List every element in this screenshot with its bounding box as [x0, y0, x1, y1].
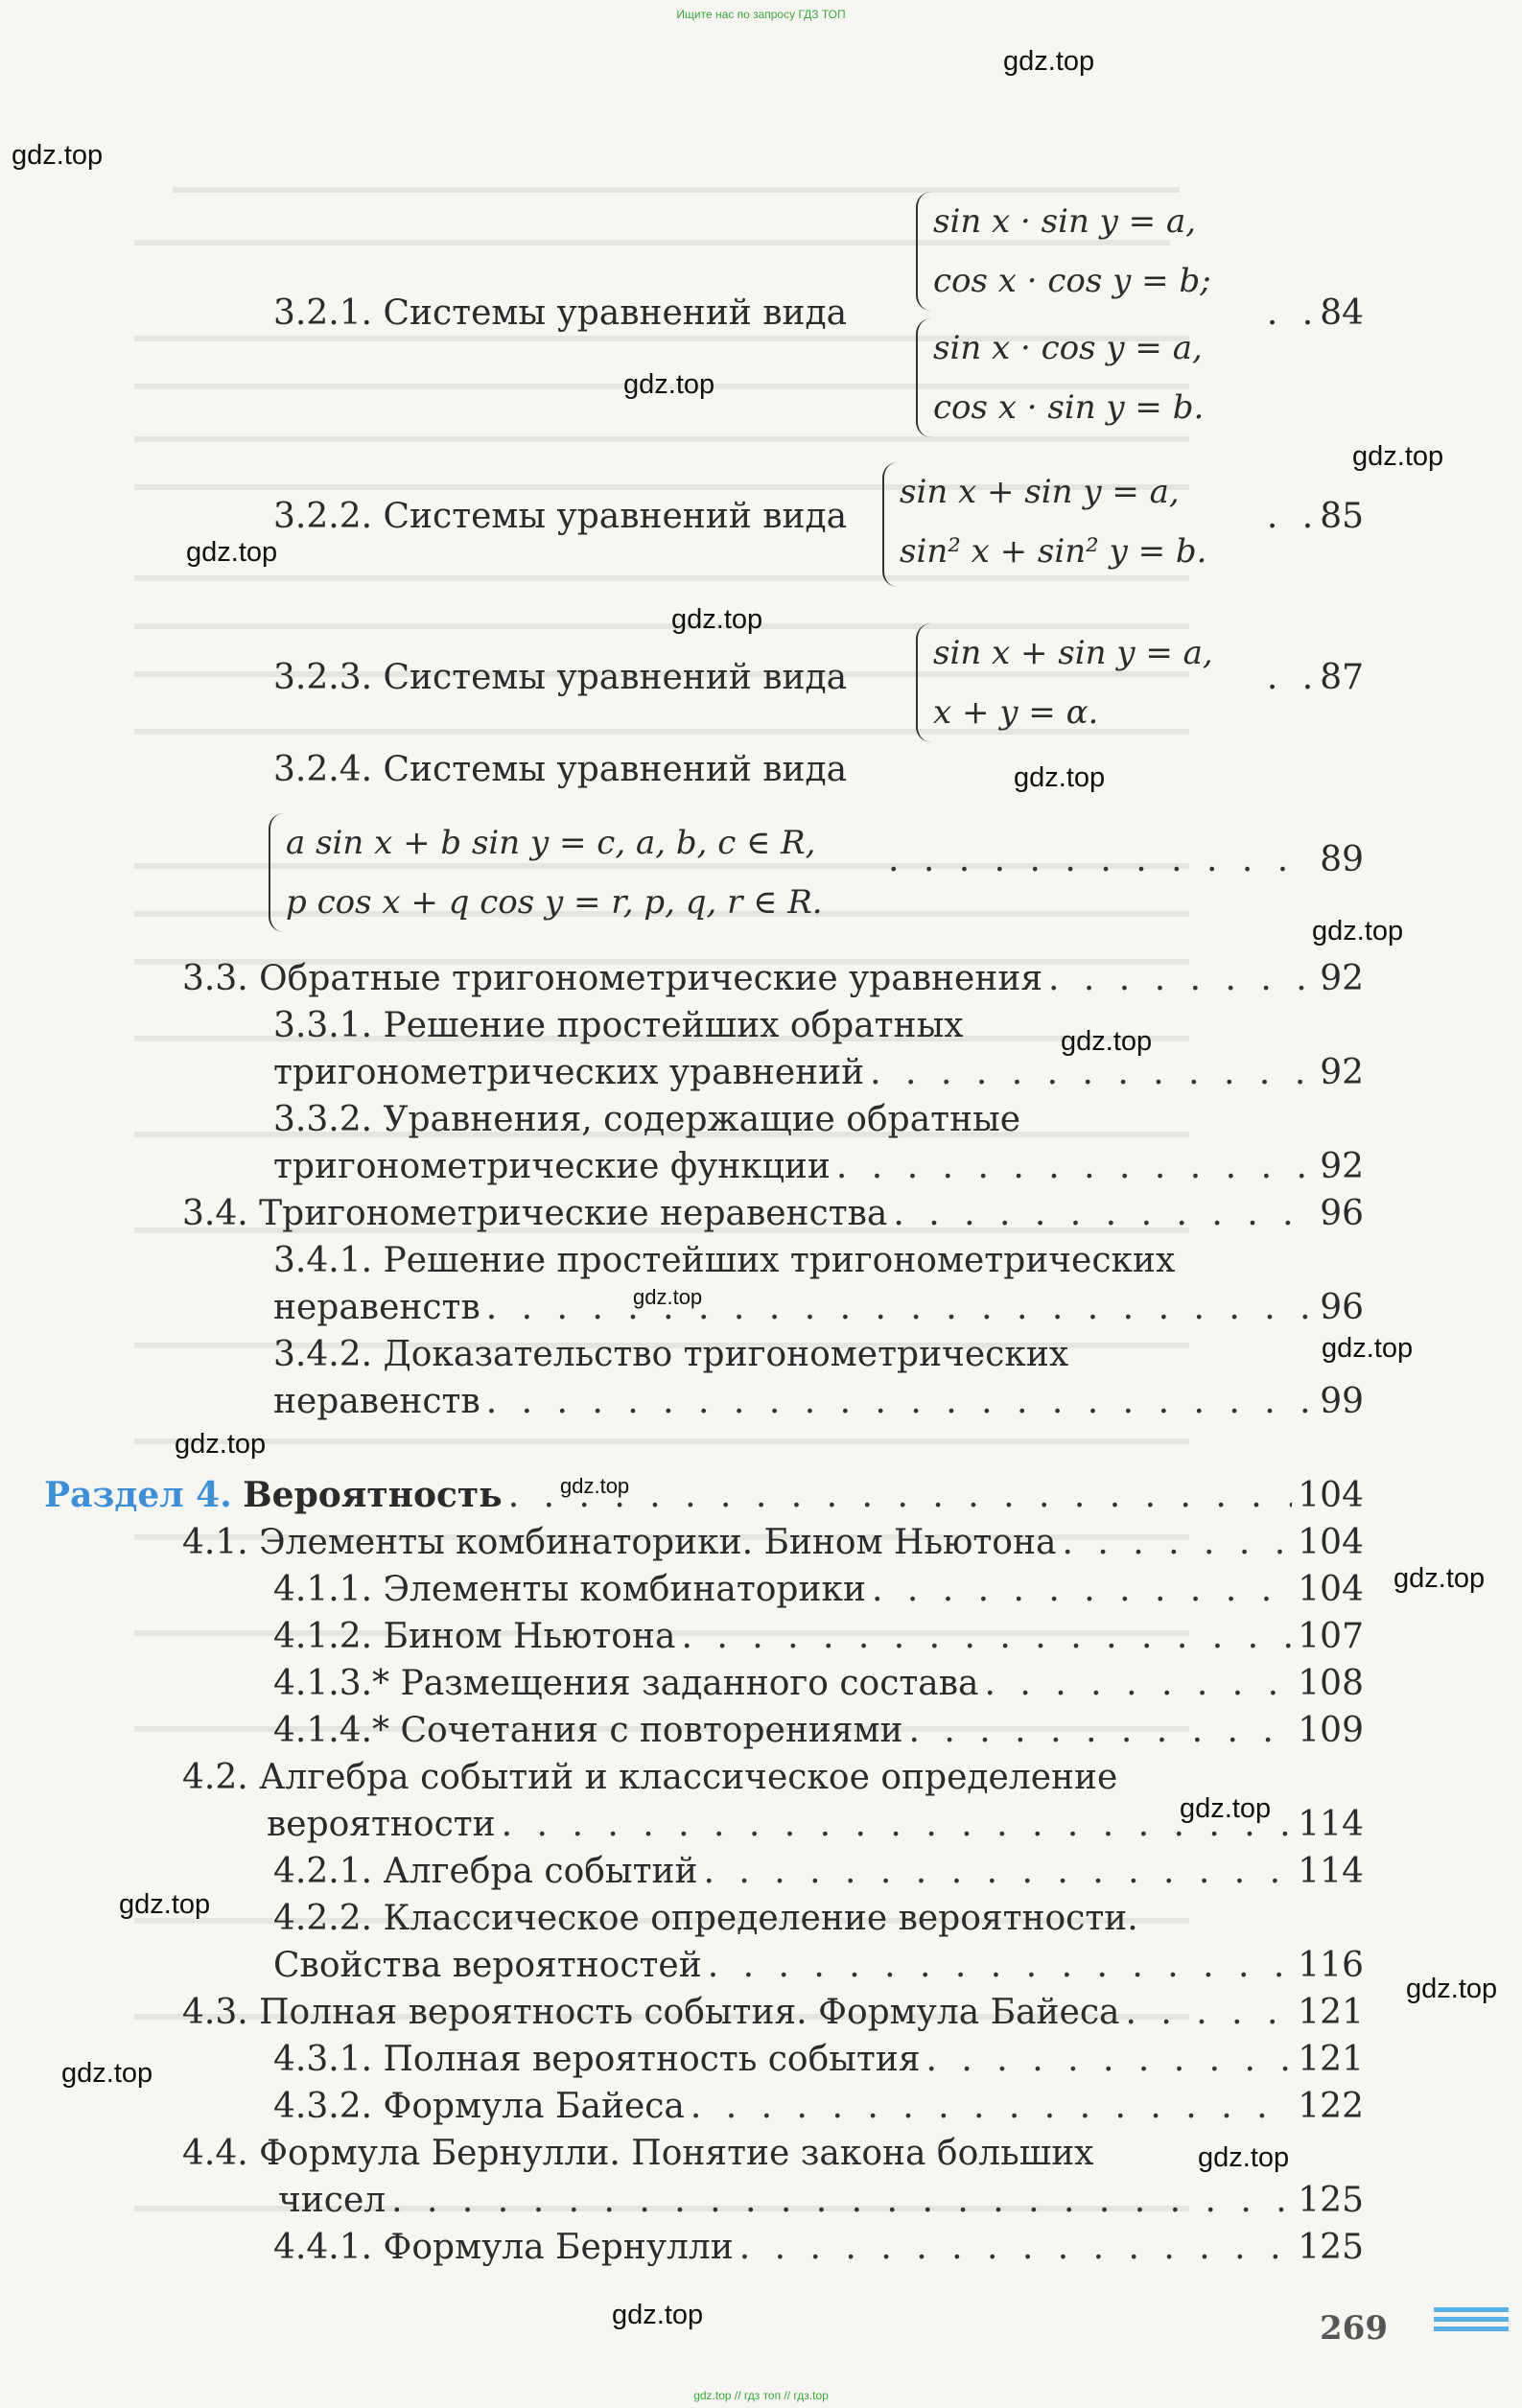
toc-entry-page: 104 — [1298, 1476, 1364, 1515]
toc-entry[interactable] — [278, 2177, 1364, 2225]
toc-entry-page: 125 — [1298, 2228, 1364, 2267]
leader-dots — [872, 1566, 1292, 1614]
equation-line: sin² x + sin² y = b. — [900, 532, 1207, 571]
toc-entry[interactable] — [273, 1707, 1364, 1755]
section-title: Вероятность — [243, 1475, 503, 1515]
leader-dots: . . — [1266, 293, 1321, 333]
leader-dots — [739, 2224, 1293, 2272]
toc-entry-label: 4.1.3.* Размещения заданного состава — [273, 1664, 979, 1703]
leader-dots — [888, 836, 1314, 884]
leader-dots — [1125, 1989, 1292, 2037]
leader-dots: . . — [1266, 497, 1321, 536]
toc-entry-page: 92 — [1320, 1147, 1364, 1186]
toc-entry-label[interactable]: 3.2.4. Системы уравнений вида — [273, 750, 848, 789]
toc-entry-label: 3.2.3. Системы уравнений вида — [273, 658, 848, 697]
toc-entry-page: 99 — [1320, 1382, 1364, 1421]
toc-entry[interactable] — [273, 2036, 1364, 2084]
watermark: gdz.top — [61, 2058, 153, 2089]
watermark: gdz.top — [1393, 1563, 1486, 1594]
watermark: gdz.top — [1406, 1974, 1498, 2004]
toc-entry[interactable] — [273, 493, 1364, 541]
toc-entry-label: 3.2.1. Системы уравнений вида — [273, 293, 848, 333]
leader-dots — [703, 1848, 1292, 1896]
equation-line: cos x · sin y = b. — [933, 388, 1205, 427]
leader-dots — [1062, 1519, 1292, 1567]
leader-dots — [909, 1707, 1293, 1755]
toc-entry[interactable] — [273, 1942, 1364, 1990]
toc-entry-label[interactable]: 3.4.2. Доказательство тригонометрических — [273, 1335, 1069, 1374]
toc-entry-page: 104 — [1298, 1523, 1364, 1562]
toc-entry-label: вероятности — [267, 1805, 496, 1844]
toc-entry-label: тригонометрические функции — [273, 1147, 831, 1186]
toc-entry-page: 92 — [1320, 1053, 1364, 1092]
decorative-stripes — [1434, 2303, 1509, 2331]
toc-entry-page: 84 — [1320, 293, 1364, 333]
watermark: gdz.top — [623, 369, 715, 400]
leader-dots — [836, 1143, 1314, 1191]
toc-entry[interactable] — [182, 955, 1364, 1003]
page-number: 269 — [1320, 2309, 1388, 2348]
toc-entry[interactable] — [273, 1848, 1364, 1896]
leader-dots — [391, 2177, 1292, 2225]
toc-entry-page: 114 — [1298, 1805, 1364, 1844]
section-prefix: Раздел 4. — [44, 1475, 232, 1515]
toc-entry-page: 89 — [1320, 840, 1364, 879]
toc-entry[interactable] — [273, 2083, 1364, 2131]
watermark: gdz.top — [1198, 2142, 1290, 2173]
bottom-banner[interactable]: gdz.top // гдз топ // гдз.top — [693, 2389, 829, 2402]
watermark: gdz.top — [1014, 762, 1106, 793]
leader-dots — [985, 1660, 1293, 1708]
toc-entry[interactable] — [273, 1049, 1364, 1097]
toc-entry-label: 3.4. Тригонометрические неравенства — [182, 1194, 888, 1233]
watermark: gdz.top — [671, 604, 763, 635]
toc-entry[interactable] — [182, 1989, 1364, 2037]
toc-entry[interactable] — [267, 1801, 1364, 1849]
toc-entry[interactable] — [273, 1284, 1364, 1332]
toc-entry-label: Свойства вероятностей — [273, 1946, 702, 1985]
equation-line: cos x · cos y = b; — [933, 262, 1211, 300]
toc-entry-page: 122 — [1298, 2087, 1364, 2126]
watermark: gdz.top — [1003, 46, 1095, 77]
watermark: gdz.top — [1061, 1026, 1153, 1057]
equation-line: sin x · sin y = a, — [933, 202, 1197, 241]
toc-entry-label: чисел — [278, 2181, 386, 2220]
toc-entry-page: 87 — [1320, 658, 1364, 697]
toc-entry-page: 121 — [1298, 2040, 1364, 2079]
watermark: gdz.top — [186, 537, 278, 568]
toc-entry-page: 96 — [1320, 1288, 1364, 1327]
toc-entry-label[interactable]: 3.4.1. Решение простейших тригонометрических — [273, 1241, 1176, 1280]
top-banner[interactable]: Ищите нас по запросу ГДЗ ТОП — [676, 8, 846, 21]
watermark: gdz.top — [560, 1474, 630, 1498]
leader-dots — [502, 1801, 1293, 1849]
toc-entry[interactable] — [182, 1519, 1364, 1567]
leader-dots — [508, 1472, 1293, 1520]
toc-entry-label: 4.4.1. Формула Бернулли — [273, 2228, 734, 2267]
toc-entry-page: 121 — [1298, 1993, 1364, 2032]
watermark: gdz.top — [633, 1285, 703, 1309]
watermark: gdz.top — [612, 2300, 704, 2330]
equation-line: a sin x + b sin y = c, a, b, c ∈ R, — [286, 824, 816, 862]
toc-entry-page: 125 — [1298, 2181, 1364, 2220]
watermark: gdz.top — [119, 1889, 211, 1920]
toc-entry-label: 4.3.1. Полная вероятность события — [273, 2040, 921, 2079]
toc-entry-label: неравенств — [273, 1382, 480, 1421]
watermark: gdz.top — [1352, 441, 1444, 472]
toc-entry[interactable] — [273, 1660, 1364, 1708]
equation-line: x + y = α. — [933, 693, 1099, 732]
toc-entry-page: 114 — [1298, 1852, 1364, 1891]
toc-entry-page: 107 — [1298, 1617, 1364, 1656]
leader-dots — [681, 1613, 1292, 1661]
toc-entry-label: тригонометрических уравнений — [273, 1053, 865, 1092]
toc-entry-page: 104 — [1298, 1570, 1364, 1609]
toc-entry-label[interactable]: 4.2. Алгебра событий и классическое определение — [182, 1758, 1118, 1797]
toc-entry-page: 96 — [1320, 1194, 1364, 1233]
equation-system — [269, 813, 823, 932]
leader-dots — [486, 1378, 1314, 1426]
leader-dots — [708, 1942, 1293, 1990]
toc-entry-label[interactable]: 4.4. Формула Бернулли. Понятие закона больших — [182, 2134, 1094, 2173]
watermark: gdz.top — [1322, 1333, 1414, 1364]
toc-entry-label: 4.1.2. Бином Ньютона — [273, 1617, 676, 1656]
toc-entry[interactable] — [273, 654, 1364, 702]
equation-line: sin x + sin y = a, — [900, 473, 1180, 511]
equation-line: sin x · cos y = a, — [933, 329, 1203, 367]
toc-entry-page: 109 — [1298, 1711, 1364, 1750]
leader-dots — [870, 1049, 1314, 1097]
toc-entry[interactable] — [273, 2224, 1364, 2272]
toc-entry[interactable] — [273, 1613, 1364, 1661]
toc-entry-label[interactable]: 4.2.2. Классическое определение вероятности. — [273, 1899, 1138, 1938]
leader-dots — [486, 1284, 1314, 1332]
toc-entry[interactable] — [273, 1378, 1364, 1426]
toc-entry-label[interactable]: 3.3.1. Решение простейших обратных — [273, 1006, 964, 1045]
equation-line: p cos x + q cos y = r, p, q, r ∈ R. — [286, 883, 823, 922]
leader-dots — [691, 2083, 1292, 2131]
toc-entry-label: 4.3. Полная вероятность события. Формула Байеса — [182, 1993, 1120, 2032]
toc-entry-label: 4.1.1. Элементы комбинаторики — [273, 1570, 866, 1609]
toc-entry-label: 3.2.2. Системы уравнений вида — [273, 497, 848, 536]
watermark: gdz.top — [12, 140, 104, 171]
toc-entry-label: 4.2.1. Алгебра событий — [273, 1852, 698, 1891]
toc-entry-page: 85 — [1320, 497, 1364, 536]
toc-entry-label: 4.1.4.* Сочетания с повторениями — [273, 1711, 903, 1750]
toc-entry[interactable] — [273, 1143, 1364, 1191]
toc-entry-label: неравенств — [273, 1288, 480, 1327]
toc-entry[interactable] — [273, 1566, 1364, 1614]
leader-dots — [926, 2036, 1293, 2084]
toc-section[interactable] — [44, 1472, 1364, 1520]
toc-entry[interactable] — [273, 290, 1364, 338]
leader-dots: . . — [1266, 658, 1321, 697]
watermark: gdz.top — [1312, 916, 1404, 947]
watermark: gdz.top — [175, 1429, 267, 1460]
equation-line: sin x + sin y = a, — [933, 634, 1213, 672]
toc-entry-page: 92 — [1320, 959, 1364, 998]
toc-entry-page: 116 — [1298, 1946, 1364, 1985]
toc-entry-label: 4.3.2. Формула Байеса — [273, 2087, 685, 2126]
toc-entry-label: 4.1. Элементы комбинаторики. Бином Ньютона — [182, 1523, 1057, 1562]
toc-entry-label: 3.3. Обратные тригонометрические уравнения — [182, 959, 1043, 998]
watermark: gdz.top — [1180, 1793, 1272, 1824]
toc-entry[interactable] — [182, 1190, 1364, 1238]
toc-entry-page: 108 — [1298, 1664, 1364, 1703]
leader-dots — [1048, 955, 1314, 1003]
leader-dots — [893, 1190, 1314, 1238]
toc-entry-label[interactable]: 3.3.2. Уравнения, содержащие обратные — [273, 1100, 1021, 1139]
toc-entry[interactable] — [882, 836, 1364, 884]
